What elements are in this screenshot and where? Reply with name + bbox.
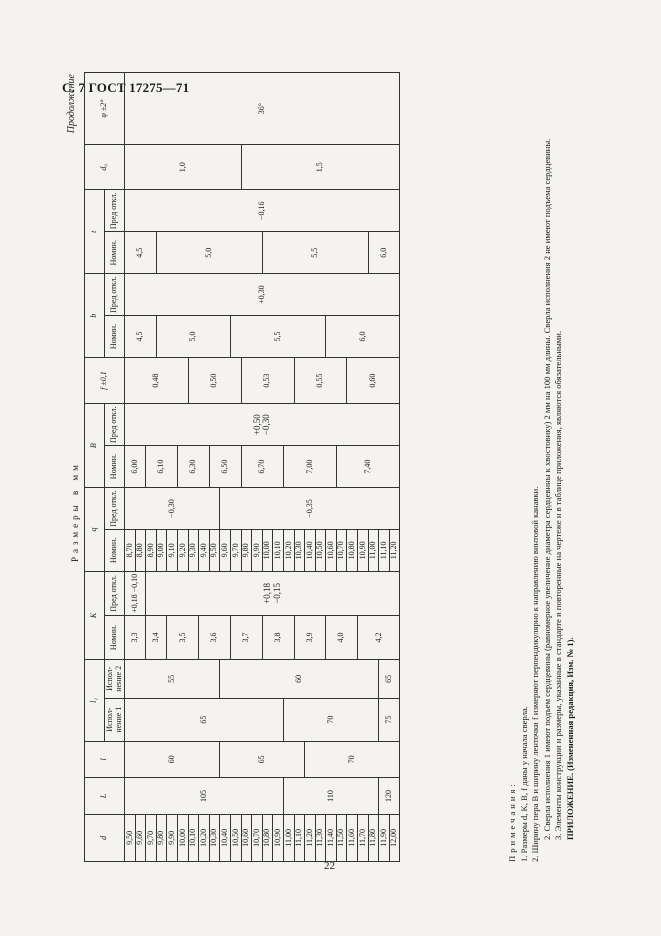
- cell-l: 60: [125, 741, 220, 778]
- cell-phi: 36°: [125, 73, 400, 145]
- cell-l1-exec1: 70: [283, 698, 378, 741]
- cell-d: 11,40: [326, 814, 337, 861]
- cell-K-nom: 3,3: [125, 615, 146, 659]
- cell-K-nom: 4,2: [358, 615, 400, 659]
- header-B: B: [85, 404, 105, 488]
- cell-d: 11,00: [283, 814, 294, 861]
- header-t: t: [85, 190, 105, 274]
- cell-q-nom: 9,20: [177, 529, 188, 571]
- cell-b-nom: 5,5: [230, 316, 325, 358]
- cell-d: 10,80: [262, 814, 273, 861]
- header-q-nom: Номин.: [105, 529, 125, 571]
- cell-d: 12,00: [389, 814, 400, 861]
- cell-f: 0,48: [125, 357, 189, 403]
- page-header: С. 7 ГОСТ 17275—71: [62, 80, 190, 95]
- cell-d: 11,20: [305, 814, 316, 861]
- note-1: 1. Размеры d, K, B, f даны у начала сверла.: [518, 706, 529, 862]
- cell-q-nom: 10,40: [305, 529, 316, 571]
- cell-K-dev: +0,18 −0,10: [125, 571, 146, 615]
- cell-q-nom: 11,00: [368, 529, 379, 571]
- cell-d: 11,90: [379, 814, 390, 861]
- cell-f: 0,50: [188, 357, 241, 403]
- cell-d: 10,70: [252, 814, 263, 861]
- cell-q-nom: 9,30: [188, 529, 199, 571]
- note-2a: 2. Сверла исполнения 1 имеют подъем сердцевины (равномерное увеличение диаметра сердцевины к хвостовику) 2 мм на 100 мм длины. Сверла исполнения 2 не имеют подъема сердцевины.: [541, 138, 552, 840]
- cell-B-nom: 6,10: [146, 446, 178, 488]
- cell-B-dev: +0,50 −0,30: [125, 404, 400, 446]
- header-b: b: [85, 274, 105, 358]
- header-phi: φ ±2°: [85, 73, 125, 145]
- cell-d: 11,60: [347, 814, 358, 861]
- cell-t-nom: 4,5: [125, 232, 157, 274]
- header-b-dev: Пред откл.: [105, 274, 125, 316]
- cell-d0: 1,0: [125, 145, 242, 190]
- cell-q-nom: 11,20: [389, 529, 400, 571]
- cell-f: 0,53: [241, 357, 294, 403]
- cell-q-nom: 8,80: [135, 529, 146, 571]
- cell-b-nom: 5,0: [156, 316, 230, 358]
- drill-dimensions-table: [84, 72, 400, 862]
- cell-l1-exec2: 60: [220, 659, 379, 698]
- cell-q-nom: 9,10: [167, 529, 178, 571]
- cell-L: 120: [379, 778, 400, 815]
- cell-d: 9,80: [156, 814, 167, 861]
- cell-q-nom: 9,50: [209, 529, 220, 571]
- cell-b-nom: 6,0: [326, 316, 400, 358]
- header-d: d: [85, 814, 125, 861]
- cell-q-nom: 10,00: [262, 529, 273, 571]
- header-L: L: [85, 778, 125, 815]
- cell-B-nom: 6,30: [177, 446, 209, 488]
- cell-t-nom: 5,0: [156, 232, 262, 274]
- sizes-caption: Размеры в мм: [70, 461, 80, 562]
- notes-title: Примечания:: [507, 781, 517, 862]
- cell-q-nom: 10,50: [315, 529, 326, 571]
- cell-K-nom: 3,8: [262, 615, 294, 659]
- cell-q-nom: 9,60: [220, 529, 231, 571]
- cell-K-nom: 3,4: [146, 615, 167, 659]
- header-B-nom: Номин.: [105, 446, 125, 488]
- cell-d: 10,00: [177, 814, 188, 861]
- note-2: 2. Ширину пера B и ширину ленточки f измеряют перпендикулярно к направлению винтовой канавки.: [530, 486, 541, 862]
- header-l1: l₁: [85, 659, 105, 741]
- cell-L: 110: [283, 778, 378, 815]
- cell-q-nom: 9,00: [156, 529, 167, 571]
- header-t-nom: Номин.: [105, 232, 125, 274]
- header-d0: d₀: [85, 145, 125, 190]
- rotated-page-content: [66, 72, 590, 862]
- cell-d: 11,30: [315, 814, 326, 861]
- cell-d: 10,90: [273, 814, 284, 861]
- cell-q-nom: 9,80: [241, 529, 252, 571]
- cell-B-nom: 7,00: [283, 446, 336, 488]
- cell-B-nom: 7,40: [336, 446, 400, 488]
- cell-b-dev: +0,30: [125, 274, 400, 316]
- cell-q-nom: 10,20: [283, 529, 294, 571]
- cell-q-nom: 10,80: [347, 529, 358, 571]
- cell-B-nom: 6,00: [125, 446, 146, 488]
- header-l: l: [85, 741, 125, 778]
- cell-t-nom: 5,5: [262, 232, 368, 274]
- cell-K-nom: 4,0: [326, 615, 358, 659]
- cell-d: 10,20: [199, 814, 210, 861]
- appendix-note: ПРИЛОЖЕНИЕ. (Измененная редакция, Изм. № 1).: [564, 637, 575, 840]
- cell-d: 9,50: [125, 814, 136, 861]
- header-f: f ±0,1: [85, 357, 125, 403]
- cell-q-nom: 10,70: [336, 529, 347, 571]
- header-K: K: [85, 571, 105, 659]
- cell-B-nom: 6,50: [209, 446, 241, 488]
- header-q: q: [85, 488, 105, 572]
- cell-q-nom: 8,70: [125, 529, 136, 571]
- header-exec2: Испол-нение 2: [105, 659, 125, 698]
- header-t-dev: Пред откл.: [105, 190, 125, 232]
- cell-K-nom: 3,7: [230, 615, 262, 659]
- cell-q-nom: 8,90: [146, 529, 157, 571]
- cell-q-dev: −0,35: [220, 488, 400, 530]
- cell-f: 0,60: [347, 357, 400, 403]
- cell-q-nom: 10,10: [273, 529, 284, 571]
- cell-d: 9,60: [135, 814, 146, 861]
- cell-t-nom: 6,0: [368, 232, 400, 274]
- cell-d: 11,50: [336, 814, 347, 861]
- cell-t-dev: −0,16: [125, 190, 400, 232]
- cell-b-nom: 4,5: [125, 316, 157, 358]
- header-B-dev: Пред откл.: [105, 404, 125, 446]
- cell-q-nom: 9,40: [199, 529, 210, 571]
- cell-l1-exec1: 75: [379, 698, 400, 741]
- cell-K-nom: 3,6: [199, 615, 231, 659]
- cell-d: 10,50: [230, 814, 241, 861]
- cell-l1-exec2: 65: [379, 659, 400, 698]
- cell-q-nom: 9,90: [252, 529, 263, 571]
- header-b-nom: Номин.: [105, 316, 125, 358]
- header-K-dev: Пред откл.: [105, 571, 125, 615]
- cell-l1-exec1: 65: [125, 698, 284, 741]
- cell-q-nom: 10,30: [294, 529, 305, 571]
- cell-d: 10,40: [220, 814, 231, 861]
- header-K-nom: Номин.: [105, 615, 125, 659]
- cell-d: 9,70: [146, 814, 157, 861]
- cell-d: 11,10: [294, 814, 305, 861]
- cell-l: 65: [220, 741, 305, 778]
- cell-K-nom: 3,9: [294, 615, 326, 659]
- cell-K-dev: +0,18 −0,15: [146, 571, 400, 615]
- page-number: 22: [324, 860, 335, 872]
- header-q-dev: Пред откл.: [105, 488, 125, 530]
- cell-K-nom: 3,5: [167, 615, 199, 659]
- note-3: 3. Элементы конструкции и размеры, указанные в стандарте и повторенные на чертеже и в таблице приложения, являются обязательными.: [553, 331, 564, 840]
- cell-d: 11,70: [358, 814, 369, 861]
- continuation-label: Продолжение: [66, 74, 77, 134]
- cell-q-dev: −0,30: [125, 488, 220, 530]
- cell-q-nom: 9,70: [230, 529, 241, 571]
- cell-d: 9,90: [167, 814, 178, 861]
- cell-q-nom: 10,60: [326, 529, 337, 571]
- cell-l: 70: [305, 741, 400, 778]
- cell-q-nom: 10,90: [358, 529, 369, 571]
- cell-f: 0,55: [294, 357, 347, 403]
- header-exec1: Испол-нение 1: [105, 698, 125, 741]
- notes-block: [507, 72, 577, 862]
- cell-d: 10,30: [209, 814, 220, 861]
- cell-d: 10,60: [241, 814, 252, 861]
- cell-d: 10,10: [188, 814, 199, 861]
- cell-d: 11,80: [368, 814, 379, 861]
- cell-L: 105: [125, 778, 284, 815]
- cell-q-nom: 11,10: [379, 529, 390, 571]
- cell-l1-exec2: 55: [125, 659, 220, 698]
- cell-d0: 1,5: [241, 145, 400, 190]
- cell-B-nom: 6,70: [241, 446, 283, 488]
